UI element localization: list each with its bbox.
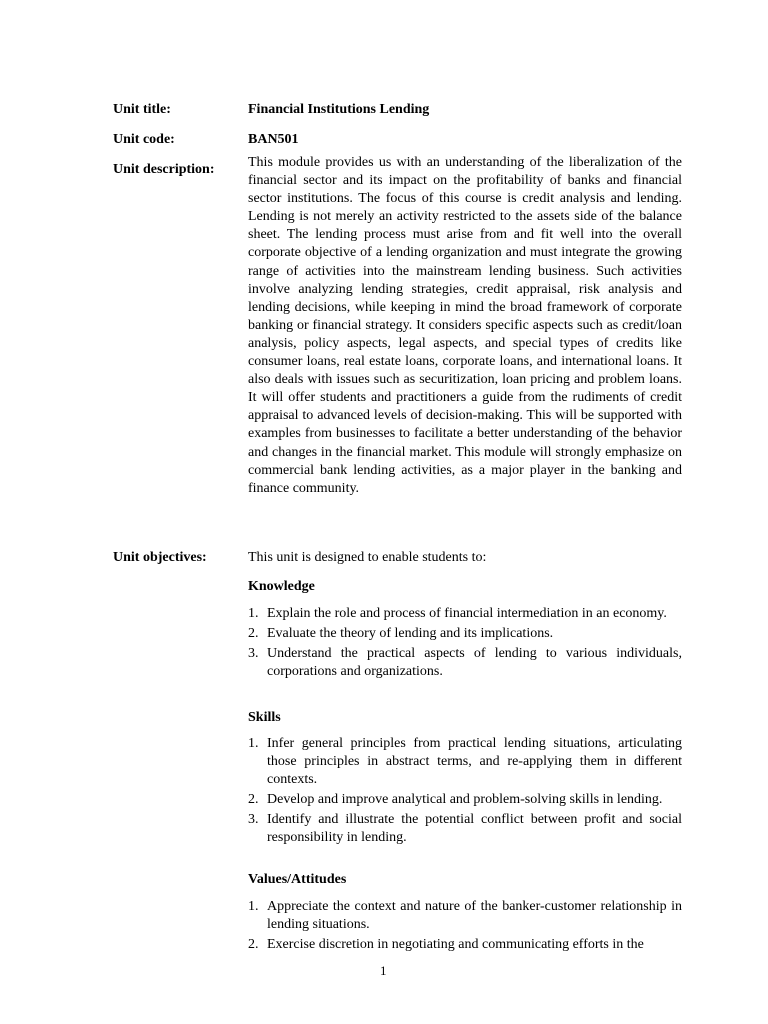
list-item [248, 811, 682, 847]
list-item-number: 3. [248, 812, 259, 827]
unit-description-label: Unit description: [113, 162, 215, 177]
list-item-text: Infer general principles from practical lending situations, articulating those principles in abstract terms, and re-applying them in different contexts. [267, 736, 682, 787]
list-item-number: 1. [248, 899, 259, 914]
knowledge-heading: Knowledge [248, 579, 315, 594]
unit-title-value: Financial Institutions Lending [248, 102, 430, 117]
unit-code-label: Unit code: [113, 132, 175, 147]
knowledge-list [248, 605, 682, 683]
skills-heading: Skills [248, 710, 281, 725]
unit-code-value: BAN501 [248, 132, 299, 147]
list-item [248, 645, 682, 681]
unit-objectives-label: Unit objectives: [113, 550, 207, 565]
page-number: 1 [380, 963, 387, 978]
list-item-text: Understand the practical aspects of lending to various individuals, corporations and organizations. [267, 646, 682, 679]
list-item [248, 625, 682, 643]
values-attitudes-list [248, 898, 682, 956]
list-item-text: Exercise discretion in negotiating and communicating efforts in the [267, 937, 644, 952]
list-item-text: Identify and illustrate the potential conflict between profit and social responsibility in lending. [267, 812, 682, 845]
list-item-number: 3. [248, 646, 259, 661]
list-item-text: Appreciate the context and nature of the banker-customer relationship in lending situations. [267, 899, 682, 932]
list-item [248, 605, 682, 623]
list-item-number: 2. [248, 792, 259, 807]
list-item [248, 898, 682, 934]
list-item-number: 1. [248, 606, 259, 621]
list-item-text: Develop and improve analytical and problem-solving skills in lending. [267, 792, 663, 807]
unit-description-text: This module provides us with an understanding of the liberalization of the financial sector and its impact on the profitability of banks and financial sector institutions. The focus of this course is credit analysis and lending. Lending is not merely an activity restricted to the assets side of the balance sheet. The lending process must arise from and fit well into the overall corporate objective of a lending organization and must integrate the growing range of activities into the mainstream lending business. Such activities involve analyzing lending strategies, credit appraisal, risk analysis and lending decisions, while keeping in mind the broad framework of corporate banking or financial strategy. It considers specific aspects such as credit/loan analysis, policy aspects, legal aspects, and special types of credits like consumer loans, real estate loans, corporate loans, and international loans. It also deals with issues such as securitization, loan pricing and problem loans. It will offer students and practitioners a guide from the rudiments of credit appraisal to advanced levels of decision-making. This will be supported with examples from businesses to facilitate a better understanding of the behavior and changes in the financial market. This module will strongly emphasize on commercial bank lending activities, as a major player in the banking and finance community. [248, 155, 682, 496]
list-item-text: Evaluate the theory of lending and its implications. [267, 626, 554, 641]
list-item-number: 1. [248, 736, 259, 751]
values-attitudes-heading: Values/Attitudes [248, 872, 347, 887]
list-item-number: 2. [248, 937, 259, 952]
list-item [248, 936, 682, 954]
list-item-text: Explain the role and process of financial intermediation in an economy. [267, 606, 667, 621]
list-item [248, 791, 682, 809]
list-item [248, 735, 682, 789]
unit-title-label: Unit title: [113, 102, 171, 117]
list-item-number: 2. [248, 626, 259, 641]
skills-list [248, 735, 682, 849]
unit-objectives-intro: This unit is designed to enable students to: [248, 550, 487, 565]
